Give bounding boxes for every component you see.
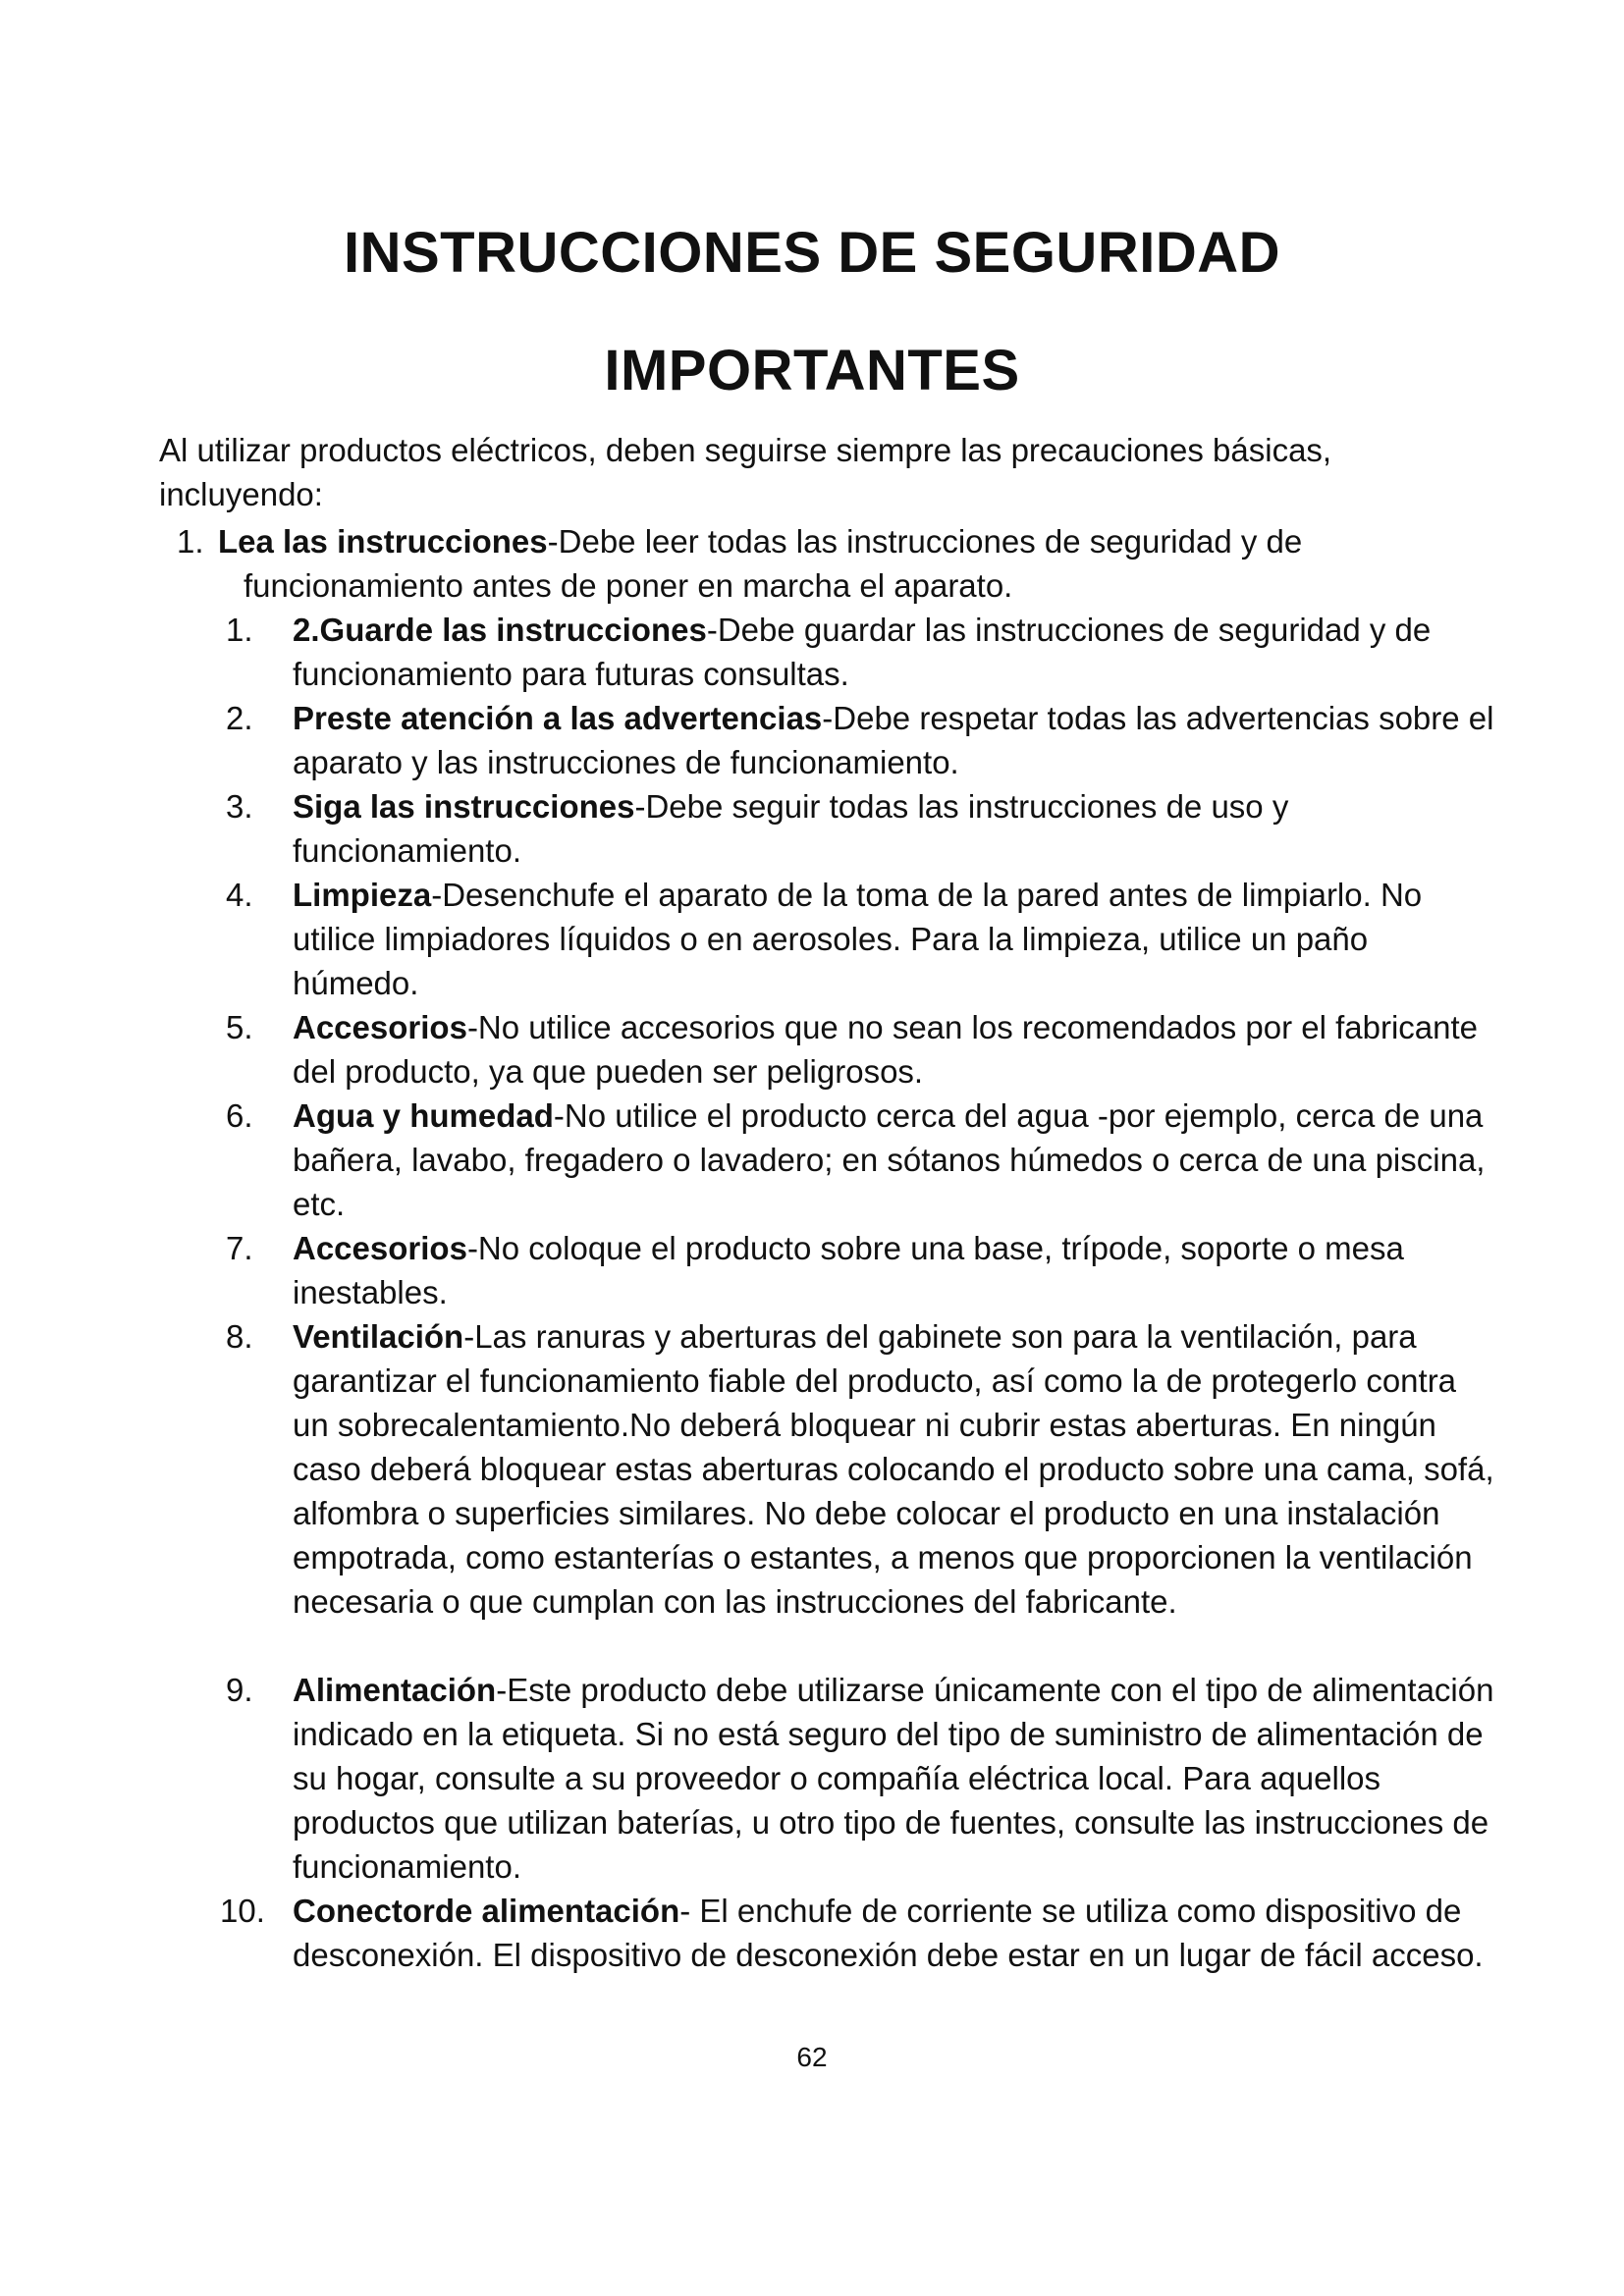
item-text: -No utilice accesorios que no sean los recomendados por el fabricante del producto, ya que pueden ser peligrosos. bbox=[293, 1009, 1479, 1090]
page-title-line-1: INSTRUCCIONES DE SEGURIDAD bbox=[344, 221, 1280, 285]
item-number: 3. bbox=[226, 788, 253, 825]
item-body bbox=[293, 696, 1500, 784]
item-text: -No coloque el producto sobre una base, trípode, soporte o mesa inestables. bbox=[293, 1230, 1404, 1310]
item-heading: Preste atención a las advertencias bbox=[293, 700, 823, 736]
item-body bbox=[293, 873, 1500, 1005]
item-heading: 2.Guarde las instrucciones bbox=[293, 612, 707, 648]
item-text: -Debe seguir todas las instrucciones de uso y funcionamiento. bbox=[293, 788, 1289, 869]
item-heading: Agua y humedad bbox=[293, 1097, 554, 1134]
item-number: 1. bbox=[177, 523, 204, 560]
item-body bbox=[293, 608, 1500, 696]
item-number: 7. bbox=[226, 1230, 253, 1266]
item-heading: Siga las instrucciones bbox=[293, 788, 635, 825]
item-body bbox=[293, 1005, 1500, 1094]
item-text-line-1: -Debe leer todas las instrucciones de seguridad y de bbox=[547, 523, 1303, 560]
item-text: -Desenchufe el aparato de la toma de la pared antes de limpiarlo. No utilice limpiadores líquidos o en aerosoles. Para la limpieza, utilice un paño húmedo. bbox=[293, 877, 1423, 1001]
item-number: 2. bbox=[226, 700, 253, 736]
intro-paragraph: Al utilizar productos eléctricos, deben seguirse siempre las precauciones básicas, incluyendo: bbox=[159, 432, 1332, 512]
item-body bbox=[293, 1094, 1500, 1226]
item-body bbox=[293, 784, 1500, 873]
item-number: 5. bbox=[226, 1009, 253, 1045]
item-heading: Alimentación bbox=[293, 1672, 497, 1708]
item-body bbox=[293, 1314, 1500, 1624]
item-number: 1. bbox=[226, 612, 253, 648]
item-number: 4. bbox=[226, 877, 253, 913]
item-number: 8. bbox=[226, 1318, 253, 1355]
item-heading: Conectorde alimentación bbox=[293, 1893, 680, 1929]
item-number: 6. bbox=[226, 1097, 253, 1134]
item-body bbox=[293, 1889, 1500, 1977]
item-heading: Ventilación bbox=[293, 1318, 464, 1355]
item-first-line bbox=[218, 519, 1302, 563]
item-number: 9. bbox=[226, 1672, 253, 1708]
item-body bbox=[293, 1668, 1500, 1889]
item-heading: Limpieza bbox=[293, 877, 432, 913]
item-number: 10. bbox=[220, 1893, 265, 1929]
item-heading: Lea las instrucciones bbox=[218, 523, 548, 560]
item-text: - El enchufe de corriente se utiliza como dispositivo de desconexión. El dispositivo de desconexión debe estar en un lugar de fácil acceso. bbox=[293, 1893, 1484, 1973]
item-text: -Las ranuras y aberturas del gabinete son para la ventilación, para garantizar el funcionamiento fiable del producto, así como la de protegerlo contra un sobrecalentamiento.No deberá bloquear ni cubrir estas aberturas. En ningún caso deberá bloquear estas aberturas colocando el producto sobre una cama, sofá, alfombra o superficies similares. No debe colocar el producto en una instalación empotrada, como estanterías o estantes, a menos que proporcionen la ventilación necesaria o que cumplan con las instrucciones del fabricante. bbox=[293, 1318, 1494, 1620]
page-number: 62 bbox=[796, 2042, 828, 2072]
item-body bbox=[293, 1226, 1500, 1314]
item-text: -Este producto debe utilizarse únicamente con el tipo de alimentación indicado en la etiqueta. Si no está seguro del tipo de suministro de alimentación de su hogar, consulte a su proveedor o compañía eléctrica local. Para aquellos productos que utilizan baterías, u otro tipo de fuentes, consulte las instrucciones de funcionamiento. bbox=[293, 1672, 1494, 1885]
item-text-line-2: funcionamiento antes de poner en marcha el aparato. bbox=[244, 567, 1013, 604]
item-heading: Accesorios bbox=[293, 1009, 467, 1045]
page-title-line-2: IMPORTANTES bbox=[604, 339, 1020, 402]
item-text: -Debe guardar las instrucciones de seguridad y de funcionamiento para futuras consultas. bbox=[293, 612, 1432, 692]
item-text: -Debe respetar todas las advertencias sobre el aparato y las instrucciones de funcionamiento. bbox=[293, 700, 1494, 780]
item-text: -No utilice el producto cerca del agua -por ejemplo, cerca de una bañera, lavabo, fregadero o lavadero; en sótanos húmedos o cerca de una piscina, etc. bbox=[293, 1097, 1486, 1222]
item-heading: Accesorios bbox=[293, 1230, 467, 1266]
